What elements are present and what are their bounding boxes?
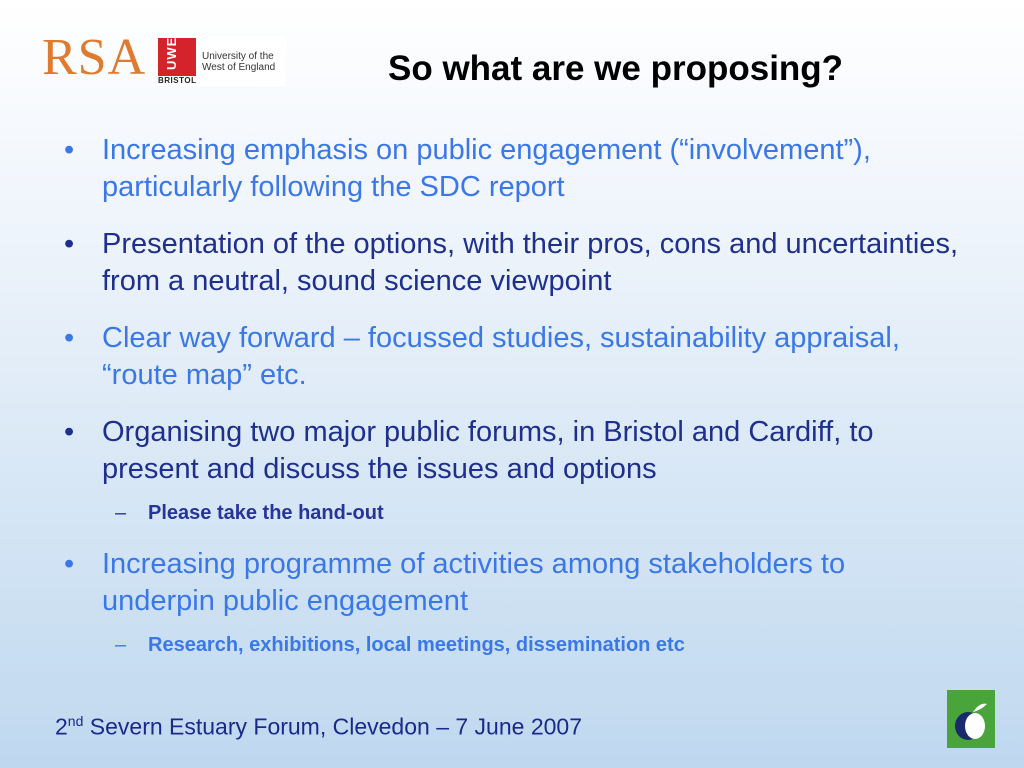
bullet-item: [60, 320, 960, 394]
bullet-dot: •: [64, 416, 75, 448]
uwe-logo-name: [202, 51, 288, 73]
sub-bullet-text: Please take the hand-out: [148, 502, 384, 524]
bullet-item: [60, 226, 960, 300]
uwe-logo: [158, 36, 286, 86]
uwe-logo-name-line2: West of England: [202, 62, 276, 73]
bullet-list: [60, 132, 960, 678]
bullet-text: Clear way forward – focussed studies, sustainability appraisal, “route map” etc.: [102, 322, 900, 391]
uwe-red-box: [158, 38, 196, 76]
footer-text: Severn Estuary Forum, Clevedon – 7 June 2007: [83, 713, 582, 740]
sub-bullet-item: [60, 500, 960, 526]
sub-bullet-dash: –: [115, 634, 127, 656]
bullet-dot: •: [64, 134, 75, 166]
footer-ordinal-number: 2: [55, 713, 68, 740]
bullet-item: [60, 132, 960, 206]
bullet-text: Increasing emphasis on public engagement (“involvement”), particularly following the SDC report: [102, 134, 871, 203]
sub-bullet-item: [60, 632, 960, 658]
uwe-logo-letters: UWE: [164, 36, 179, 70]
slide-title: So what are we proposing?: [388, 49, 844, 88]
bullet-dot: •: [64, 548, 75, 580]
bullet-dot: •: [64, 322, 75, 354]
bullet-dot: •: [64, 228, 75, 260]
sub-bullet-dash: –: [115, 502, 127, 524]
uwe-logo-bristol: BRISTOL: [158, 76, 197, 85]
bullet-item: [60, 546, 960, 620]
bullet-text: Increasing programme of activities among stakeholders to underpin public engagement: [102, 548, 846, 617]
bullet-text: Presentation of the options, with their pros, cons and uncertainties, from a neutral, sound science viewpoint: [102, 228, 958, 297]
rsa-logo: RSA: [42, 29, 147, 86]
sub-bullet-text: Research, exhibitions, local meetings, dissemination etc: [148, 634, 685, 656]
uwe-logo-name-line1: University of the: [202, 51, 274, 62]
apple-logo-icon: [947, 690, 995, 748]
footer-ordinal-suffix: nd: [67, 713, 84, 729]
bullet-item: [60, 414, 960, 488]
slide-footer: [55, 713, 582, 741]
bullet-text: Organising two major public forums, in Bristol and Cardiff, to present and discuss the issues and options: [102, 416, 874, 485]
